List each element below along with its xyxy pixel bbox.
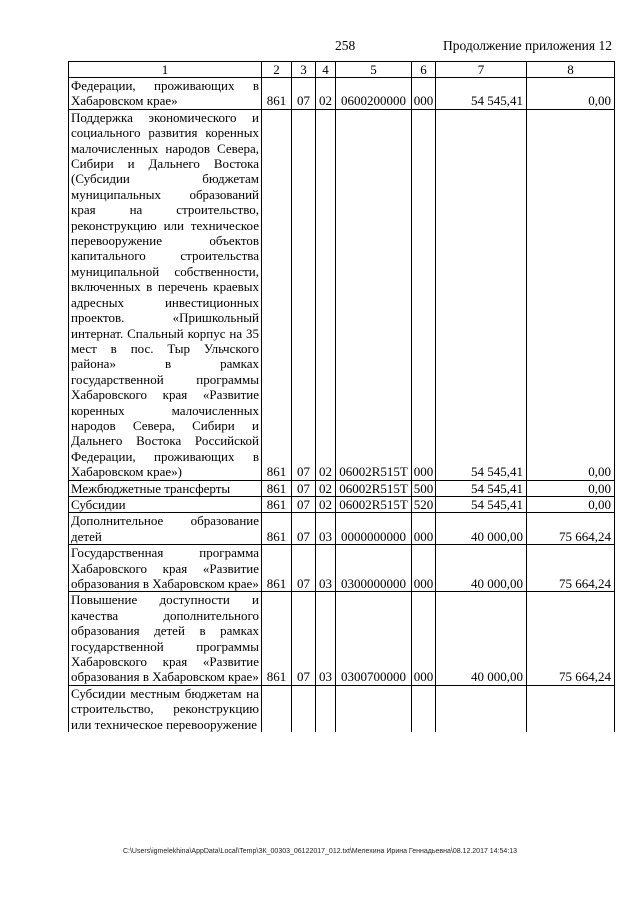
- ministry-code: 861: [262, 78, 292, 110]
- column-header: 7: [436, 62, 527, 78]
- target-article-code: [336, 685, 412, 732]
- amount-col8: 75 664,24: [527, 545, 615, 592]
- amount-col7: 54 545,41: [436, 109, 527, 480]
- row-name: Субсидии: [69, 496, 262, 512]
- column-header: 1: [69, 62, 262, 78]
- section-code: 07: [292, 513, 316, 545]
- subsection-code: 03: [316, 592, 336, 685]
- table-row: [69, 592, 615, 685]
- table-row: [69, 480, 615, 496]
- page-number: 258: [335, 38, 356, 53]
- expense-type-code: 520: [412, 496, 436, 512]
- column-header: 3: [292, 62, 316, 78]
- section-code: 07: [292, 109, 316, 480]
- expense-type-code: 500: [412, 480, 436, 496]
- target-article-code: 06002R515T: [336, 109, 412, 480]
- subsection-code: 02: [316, 109, 336, 480]
- section-code: 07: [292, 78, 316, 110]
- row-name: Поддержка экономического и социального развития коренных малочисленных народов Севера, Сибири и Дальнего Востока (Субсидии бюджетам муниципальных образований края на строительство, реконструкцию или техническое перевооружение объектов капитального строительства муниципальной собственности, включенных в перечень краевых адресных инвестиционных проектов. «Пришкольный интернат. Спальный корпус на 35 мест в пос. Тыр Ульчского района» в рамках государственной программы Хабаровского края «Развитие коренных малочисленных народов Севера, Сибири и Дальнего Востока Российской Федерации, проживающих в Хабаровском крае»): [69, 109, 262, 480]
- ministry-code: 861: [262, 109, 292, 480]
- subsection-code: 02: [316, 78, 336, 110]
- table-row: [69, 545, 615, 592]
- column-header: 4: [316, 62, 336, 78]
- target-article-code: 06002R515T: [336, 496, 412, 512]
- expense-type-code: 000: [412, 545, 436, 592]
- amount-col8: 75 664,24: [527, 592, 615, 685]
- section-code: 07: [292, 545, 316, 592]
- subsection-code: [316, 685, 336, 732]
- subsection-code: 02: [316, 480, 336, 496]
- row-name: Федерации, проживающих в Хабаровском крае»: [69, 78, 262, 110]
- page-header: [0, 38, 640, 58]
- section-code: [292, 685, 316, 732]
- table-row: [69, 109, 615, 480]
- amount-col7: 40 000,00: [436, 513, 527, 545]
- target-article-code: 0600200000: [336, 78, 412, 110]
- target-article-code: 0300700000: [336, 592, 412, 685]
- table-row: [69, 685, 615, 732]
- amount-col7: 54 545,41: [436, 78, 527, 110]
- budget-table: [68, 61, 615, 732]
- column-header: 2: [262, 62, 292, 78]
- amount-col7: 40 000,00: [436, 592, 527, 685]
- amount-col7: [436, 685, 527, 732]
- subsection-code: 03: [316, 513, 336, 545]
- section-code: 07: [292, 480, 316, 496]
- ministry-code: [262, 685, 292, 732]
- subsection-code: 03: [316, 545, 336, 592]
- table-row: [69, 513, 615, 545]
- table-row: [69, 496, 615, 512]
- column-header: 5: [336, 62, 412, 78]
- section-code: 07: [292, 496, 316, 512]
- row-name: Государственная программа Хабаровского края «Развитие образования в Хабаровском крае»: [69, 545, 262, 592]
- expense-type-code: 000: [412, 78, 436, 110]
- amount-col8: [527, 685, 615, 732]
- section-code: 07: [292, 592, 316, 685]
- ministry-code: 861: [262, 496, 292, 512]
- continuation-label: Продолжение приложения 12: [442, 38, 612, 53]
- amount-col7: 54 545,41: [436, 496, 527, 512]
- expense-type-code: 000: [412, 592, 436, 685]
- target-article-code: 0000000000: [336, 513, 412, 545]
- subsection-code: 02: [316, 496, 336, 512]
- target-article-code: 0300000000: [336, 545, 412, 592]
- row-name: Дополнительное образование детей: [69, 513, 262, 545]
- row-name: Субсидии местным бюджетам на строительство, реконструкцию или техническое перевооружение: [69, 685, 262, 732]
- row-name: Повышение доступности и качества дополнительного образования детей в рамках государственной программы Хабаровского края «Развитие образования в Хабаровском крае»: [69, 592, 262, 685]
- ministry-code: 861: [262, 545, 292, 592]
- ministry-code: 861: [262, 592, 292, 685]
- ministry-code: 861: [262, 480, 292, 496]
- amount-col7: 54 545,41: [436, 480, 527, 496]
- column-header: 8: [527, 62, 615, 78]
- expense-type-code: [412, 685, 436, 732]
- target-article-code: 06002R515T: [336, 480, 412, 496]
- ministry-code: 861: [262, 513, 292, 545]
- expense-type-code: 000: [412, 513, 436, 545]
- amount-col8: 75 664,24: [527, 513, 615, 545]
- table-row: [69, 78, 615, 110]
- column-number-row: [69, 62, 615, 78]
- amount-col8: 0,00: [527, 109, 615, 480]
- amount-col7: 40 000,00: [436, 545, 527, 592]
- amount-col8: 0,00: [527, 78, 615, 110]
- row-name: Межбюджетные трансферты: [69, 480, 262, 496]
- amount-col8: 0,00: [527, 480, 615, 496]
- footer-path: C:\Users\igmelekhina\AppData\Local\Temp\ЗК_00303_06122017_012.txt\Мелехина Ирина Геннадьевна\08.12.2017 14:54:13: [122, 848, 518, 855]
- amount-col8: 0,00: [527, 496, 615, 512]
- expense-type-code: 000: [412, 109, 436, 480]
- column-header: 6: [412, 62, 436, 78]
